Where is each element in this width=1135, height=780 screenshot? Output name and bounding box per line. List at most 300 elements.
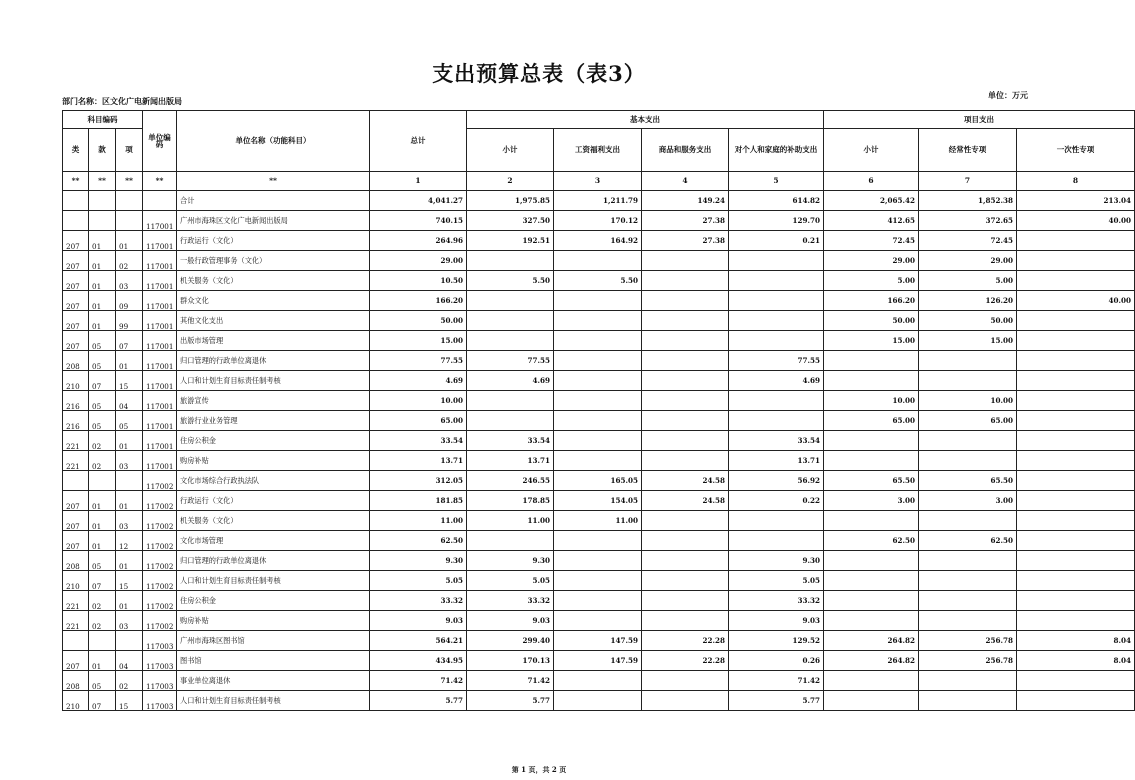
cell-kuan: 01 [89, 251, 116, 271]
cell-onetime-project [1017, 591, 1135, 611]
cell-xiang: 03 [116, 511, 143, 531]
cell-basic-subtotal: 5.77 [467, 691, 554, 711]
table-row [63, 451, 1135, 471]
cell-wages: 147.59 [554, 651, 642, 671]
header-onetime-project: 一次性专项 [1017, 129, 1135, 172]
cell-goods-services: 22.28 [642, 651, 729, 671]
cell-onetime-project [1017, 531, 1135, 551]
cell-xiang: 04 [116, 391, 143, 411]
cell-project-subtotal: 65.00 [824, 411, 919, 431]
cell-family-subsidy [729, 251, 824, 271]
budget-table [62, 110, 1135, 711]
cell-unit-code: 117002 [143, 511, 177, 531]
cell-unit-name: 其他文化支出 [177, 311, 370, 331]
cell-unit-name: 住房公积金 [177, 591, 370, 611]
cell-family-subsidy: 5.77 [729, 691, 824, 711]
cell-xiang [116, 631, 143, 651]
cell-lei: 207 [63, 271, 89, 291]
cell-unit-code: 117002 [143, 611, 177, 631]
cell-regular-project [919, 571, 1017, 591]
cell-goods-services: 27.38 [642, 211, 729, 231]
cell-regular-project: 65.00 [919, 411, 1017, 431]
table-row [63, 671, 1135, 691]
cell-lei: 208 [63, 671, 89, 691]
cell-project-subtotal: 5.00 [824, 271, 919, 291]
cell-wages [554, 351, 642, 371]
cell-total: 13.71 [370, 451, 467, 471]
cell-family-subsidy: 13.71 [729, 451, 824, 471]
cell-kuan: 01 [89, 491, 116, 511]
cell-regular-project [919, 511, 1017, 531]
cell-goods-services: 27.38 [642, 231, 729, 251]
cell-family-subsidy: 77.55 [729, 351, 824, 371]
cell-unit-name: 文化市场管理 [177, 531, 370, 551]
cell-lei: 221 [63, 611, 89, 631]
cell-goods-services: 24.58 [642, 471, 729, 491]
cell-wages [554, 611, 642, 631]
cell-total: 434.95 [370, 651, 467, 671]
cell-xiang: 09 [116, 291, 143, 311]
cell-basic-subtotal: 192.51 [467, 231, 554, 251]
table-row [63, 331, 1135, 351]
cell-xiang: 02 [116, 251, 143, 271]
table-row [63, 211, 1135, 231]
cell-regular-project: 62.50 [919, 531, 1017, 551]
cell-wages [554, 251, 642, 271]
cell-project-subtotal: 50.00 [824, 311, 919, 331]
cell-xiang: 15 [116, 571, 143, 591]
cell-basic-subtotal: 170.13 [467, 651, 554, 671]
cell-project-subtotal [824, 451, 919, 471]
cell-lei [63, 211, 89, 231]
cell-goods-services [642, 331, 729, 351]
cell-project-subtotal [824, 371, 919, 391]
cell-xiang: 01 [116, 491, 143, 511]
cell-onetime-project: 8.04 [1017, 631, 1135, 651]
cell-basic-subtotal: 9.30 [467, 551, 554, 571]
cell-unit-code: 117001 [143, 331, 177, 351]
cell-total: 181.85 [370, 491, 467, 511]
cell-onetime-project: 8.04 [1017, 651, 1135, 671]
cell-family-subsidy [729, 391, 824, 411]
cell-xiang: 07 [116, 331, 143, 351]
cell-total: 71.42 [370, 671, 467, 691]
cell-onetime-project [1017, 611, 1135, 631]
cell-kuan: 01 [89, 311, 116, 331]
cell-xiang: 03 [116, 271, 143, 291]
cell-onetime-project [1017, 271, 1135, 291]
cell-total: 9.30 [370, 551, 467, 571]
cell-regular-project [919, 611, 1017, 631]
cell-total: 166.20 [370, 291, 467, 311]
cell-wages: 154.05 [554, 491, 642, 511]
cell-family-subsidy [729, 311, 824, 331]
cell-unit-code: 117002 [143, 591, 177, 611]
cell-family-subsidy [729, 271, 824, 291]
cell-total: 264.96 [370, 231, 467, 251]
cell-lei: 207 [63, 251, 89, 271]
header-family-subsidy: 对个人和家庭的补助支出 [729, 129, 824, 172]
cell-xiang [116, 191, 143, 211]
cell-unit-name: 文化市场综合行政执法队 [177, 471, 370, 491]
table-row [63, 391, 1135, 411]
cell-onetime-project [1017, 411, 1135, 431]
cell-family-subsidy: 9.03 [729, 611, 824, 631]
cell-xiang: 01 [116, 351, 143, 371]
cell-wages: 5.50 [554, 271, 642, 291]
cell-lei: 216 [63, 411, 89, 431]
cell-kuan: 02 [89, 591, 116, 611]
table-row [63, 271, 1135, 291]
cell-unit-name: 行政运行（文化） [177, 491, 370, 511]
cell-basic-subtotal [467, 291, 554, 311]
cell-project-subtotal: 412.65 [824, 211, 919, 231]
column-index-cell: 5 [729, 172, 824, 191]
cell-unit-code: 117001 [143, 291, 177, 311]
cell-total: 33.32 [370, 591, 467, 611]
cell-onetime-project [1017, 331, 1135, 351]
cell-xiang: 03 [116, 451, 143, 471]
cell-xiang: 05 [116, 411, 143, 431]
cell-regular-project: 10.00 [919, 391, 1017, 411]
cell-project-subtotal [824, 571, 919, 591]
cell-basic-subtotal: 11.00 [467, 511, 554, 531]
cell-xiang: 15 [116, 371, 143, 391]
cell-kuan: 02 [89, 431, 116, 451]
cell-unit-name: 一般行政管理事务（文化） [177, 251, 370, 271]
department-name: 部门名称：区文化广电新闻出版局 [62, 96, 182, 106]
cell-basic-subtotal: 178.85 [467, 491, 554, 511]
cell-project-subtotal: 29.00 [824, 251, 919, 271]
cell-goods-services [642, 671, 729, 691]
header-basic-expenditure: 基本支出 [467, 111, 824, 129]
cell-onetime-project [1017, 351, 1135, 371]
cell-lei: 207 [63, 531, 89, 551]
cell-family-subsidy [729, 531, 824, 551]
cell-basic-subtotal: 33.54 [467, 431, 554, 451]
cell-project-subtotal: 65.50 [824, 471, 919, 491]
cell-regular-project [919, 691, 1017, 711]
column-index-cell: 8 [1017, 172, 1135, 191]
cell-unit-name: 出版市场管理 [177, 331, 370, 351]
unit-label: 单位：万元 [988, 90, 1028, 100]
header-wages: 工资福利支出 [554, 129, 642, 172]
cell-unit-name: 旅游宣传 [177, 391, 370, 411]
cell-kuan: 01 [89, 271, 116, 291]
cell-goods-services [642, 271, 729, 291]
cell-family-subsidy: 33.54 [729, 431, 824, 451]
column-index-cell: 1 [370, 172, 467, 191]
cell-regular-project: 372.65 [919, 211, 1017, 231]
table-row [63, 191, 1135, 211]
cell-lei: 216 [63, 391, 89, 411]
cell-goods-services [642, 691, 729, 711]
cell-unit-name: 图书馆 [177, 651, 370, 671]
cell-regular-project: 256.78 [919, 631, 1017, 651]
cell-goods-services [642, 551, 729, 571]
cell-unit-name: 归口管理的行政单位离退休 [177, 551, 370, 571]
cell-regular-project: 72.45 [919, 231, 1017, 251]
cell-wages [554, 691, 642, 711]
cell-basic-subtotal: 13.71 [467, 451, 554, 471]
cell-unit-code: 117001 [143, 431, 177, 451]
header-xiang: 项 [116, 129, 143, 172]
cell-unit-code: 117001 [143, 391, 177, 411]
cell-family-subsidy [729, 511, 824, 531]
cell-unit-name: 旅游行业业务管理 [177, 411, 370, 431]
header-subject-code: 科目编码 [63, 111, 143, 129]
table-row [63, 631, 1135, 651]
cell-goods-services [642, 311, 729, 331]
cell-unit-name: 合计 [177, 191, 370, 211]
header-unit-name: 单位名称（功能科目） [177, 111, 370, 172]
cell-wages [554, 431, 642, 451]
table-row [63, 551, 1135, 571]
page-footer: 第 1 页，共 2 页 [511, 765, 567, 774]
cell-basic-subtotal: 327.50 [467, 211, 554, 231]
table-row [63, 611, 1135, 631]
header-regular-project: 经常性专项 [919, 129, 1017, 172]
table-row [63, 471, 1135, 491]
cell-kuan: 02 [89, 451, 116, 471]
header-project-expenditure: 项目支出 [824, 111, 1135, 129]
cell-unit-name: 购房补贴 [177, 451, 370, 471]
cell-regular-project [919, 591, 1017, 611]
cell-onetime-project [1017, 371, 1135, 391]
cell-unit-code: 117003 [143, 631, 177, 651]
cell-total: 312.05 [370, 471, 467, 491]
cell-lei: 221 [63, 591, 89, 611]
cell-lei [63, 631, 89, 651]
cell-kuan: 02 [89, 611, 116, 631]
cell-wages [554, 531, 642, 551]
cell-basic-subtotal: 246.55 [467, 471, 554, 491]
cell-basic-subtotal [467, 251, 554, 271]
cell-kuan: 05 [89, 551, 116, 571]
cell-lei: 207 [63, 331, 89, 351]
cell-family-subsidy: 0.21 [729, 231, 824, 251]
cell-xiang: 99 [116, 311, 143, 331]
cell-unit-code: 117001 [143, 371, 177, 391]
cell-goods-services [642, 611, 729, 631]
cell-total: 5.77 [370, 691, 467, 711]
cell-kuan [89, 471, 116, 491]
cell-unit-code: 117001 [143, 451, 177, 471]
cell-kuan: 05 [89, 671, 116, 691]
cell-unit-name: 人口和计划生育目标责任制考核 [177, 691, 370, 711]
cell-kuan: 01 [89, 531, 116, 551]
cell-onetime-project [1017, 311, 1135, 331]
cell-onetime-project: 40.00 [1017, 211, 1135, 231]
cell-kuan: 01 [89, 511, 116, 531]
cell-unit-name: 广州市海珠区文化广电新闻出版局 [177, 211, 370, 231]
cell-project-subtotal [824, 691, 919, 711]
column-index-cell: ** [63, 172, 89, 191]
cell-regular-project: 50.00 [919, 311, 1017, 331]
header-total: 总计 [370, 111, 467, 172]
cell-wages: 164.92 [554, 231, 642, 251]
cell-kuan: 07 [89, 691, 116, 711]
cell-unit-code: 117002 [143, 551, 177, 571]
cell-onetime-project [1017, 231, 1135, 251]
column-index-row [63, 172, 1135, 191]
cell-regular-project: 5.00 [919, 271, 1017, 291]
column-index-cell: ** [177, 172, 370, 191]
cell-goods-services [642, 451, 729, 471]
cell-onetime-project [1017, 251, 1135, 271]
cell-project-subtotal: 15.00 [824, 331, 919, 351]
column-index-cell: 7 [919, 172, 1017, 191]
page-title: 支出预算总表（表3） [432, 61, 646, 86]
cell-regular-project: 29.00 [919, 251, 1017, 271]
cell-project-subtotal: 3.00 [824, 491, 919, 511]
cell-total: 4.69 [370, 371, 467, 391]
cell-xiang: 01 [116, 431, 143, 451]
cell-total: 4,041.27 [370, 191, 467, 211]
cell-unit-code: 117002 [143, 531, 177, 551]
cell-family-subsidy: 614.82 [729, 191, 824, 211]
cell-goods-services [642, 431, 729, 451]
table-row [63, 691, 1135, 711]
cell-kuan [89, 191, 116, 211]
cell-total: 9.03 [370, 611, 467, 631]
column-index-cell: ** [116, 172, 143, 191]
cell-regular-project [919, 431, 1017, 451]
cell-basic-subtotal: 33.32 [467, 591, 554, 611]
cell-regular-project [919, 371, 1017, 391]
cell-lei: 207 [63, 491, 89, 511]
cell-goods-services: 24.58 [642, 491, 729, 511]
cell-project-subtotal [824, 591, 919, 611]
cell-regular-project [919, 671, 1017, 691]
cell-kuan: 05 [89, 391, 116, 411]
cell-goods-services [642, 511, 729, 531]
cell-regular-project: 256.78 [919, 651, 1017, 671]
cell-kuan [89, 631, 116, 651]
cell-wages [554, 391, 642, 411]
cell-xiang: 02 [116, 671, 143, 691]
cell-unit-name: 机关服务（文化） [177, 271, 370, 291]
cell-xiang: 15 [116, 691, 143, 711]
cell-project-subtotal [824, 431, 919, 451]
cell-xiang: 12 [116, 531, 143, 551]
cell-family-subsidy: 0.26 [729, 651, 824, 671]
cell-lei: 210 [63, 371, 89, 391]
cell-regular-project: 3.00 [919, 491, 1017, 511]
cell-unit-code: 117001 [143, 411, 177, 431]
cell-lei [63, 191, 89, 211]
table-row [63, 251, 1135, 271]
cell-goods-services [642, 251, 729, 271]
cell-wages [554, 411, 642, 431]
cell-onetime-project [1017, 431, 1135, 451]
table-row [63, 651, 1135, 671]
cell-project-subtotal: 264.82 [824, 651, 919, 671]
cell-family-subsidy: 71.42 [729, 671, 824, 691]
cell-wages: 1,211.79 [554, 191, 642, 211]
cell-family-subsidy [729, 331, 824, 351]
cell-basic-subtotal [467, 331, 554, 351]
cell-kuan [89, 211, 116, 231]
cell-basic-subtotal [467, 411, 554, 431]
cell-project-subtotal: 10.00 [824, 391, 919, 411]
cell-project-subtotal [824, 511, 919, 531]
cell-onetime-project [1017, 491, 1135, 511]
cell-unit-name: 人口和计划生育目标责任制考核 [177, 571, 370, 591]
cell-wages: 165.05 [554, 471, 642, 491]
table-row [63, 291, 1135, 311]
cell-wages [554, 591, 642, 611]
cell-lei: 207 [63, 291, 89, 311]
table-row [63, 431, 1135, 451]
cell-unit-code: 117003 [143, 691, 177, 711]
cell-family-subsidy: 9.30 [729, 551, 824, 571]
cell-onetime-project [1017, 551, 1135, 571]
cell-kuan: 05 [89, 351, 116, 371]
cell-total: 15.00 [370, 331, 467, 351]
cell-onetime-project [1017, 671, 1135, 691]
cell-total: 740.15 [370, 211, 467, 231]
header-project-subtotal: 小计 [824, 129, 919, 172]
cell-goods-services: 149.24 [642, 191, 729, 211]
header-unit-code: 单位编码 [143, 111, 177, 172]
header-lei: 类 [63, 129, 89, 172]
header-goods-services: 商品和服务支出 [642, 129, 729, 172]
cell-xiang [116, 471, 143, 491]
cell-project-subtotal [824, 671, 919, 691]
cell-basic-subtotal: 9.03 [467, 611, 554, 631]
cell-xiang: 01 [116, 231, 143, 251]
table-row [63, 571, 1135, 591]
cell-lei [63, 471, 89, 491]
cell-wages [554, 291, 642, 311]
cell-family-subsidy: 129.52 [729, 631, 824, 651]
cell-unit-code: 117003 [143, 671, 177, 691]
cell-lei: 207 [63, 511, 89, 531]
table-row [63, 351, 1135, 371]
cell-lei: 210 [63, 571, 89, 591]
cell-total: 50.00 [370, 311, 467, 331]
cell-onetime-project [1017, 511, 1135, 531]
cell-project-subtotal [824, 551, 919, 571]
cell-kuan: 05 [89, 331, 116, 351]
cell-onetime-project [1017, 691, 1135, 711]
cell-family-subsidy: 129.70 [729, 211, 824, 231]
cell-unit-code: 117001 [143, 231, 177, 251]
cell-project-subtotal [824, 351, 919, 371]
cell-total: 77.55 [370, 351, 467, 371]
cell-regular-project [919, 551, 1017, 571]
cell-kuan: 01 [89, 231, 116, 251]
cell-xiang [116, 211, 143, 231]
cell-basic-subtotal [467, 531, 554, 551]
cell-total: 10.50 [370, 271, 467, 291]
cell-wages [554, 331, 642, 351]
cell-wages [554, 671, 642, 691]
cell-wages [554, 571, 642, 591]
cell-project-subtotal: 62.50 [824, 531, 919, 551]
cell-unit-name: 广州市海珠区图书馆 [177, 631, 370, 651]
cell-onetime-project [1017, 571, 1135, 591]
cell-lei: 210 [63, 691, 89, 711]
table-body [63, 191, 1135, 711]
cell-unit-code: 117002 [143, 571, 177, 591]
cell-onetime-project [1017, 451, 1135, 471]
cell-family-subsidy: 4.69 [729, 371, 824, 391]
cell-project-subtotal: 166.20 [824, 291, 919, 311]
cell-goods-services [642, 411, 729, 431]
cell-regular-project: 15.00 [919, 331, 1017, 351]
